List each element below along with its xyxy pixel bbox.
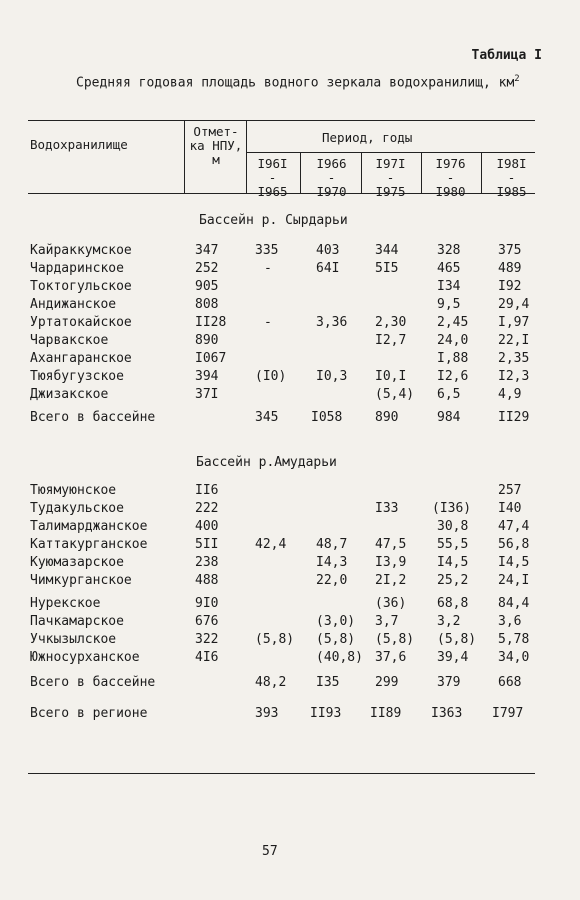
period-line: I97I - (375, 156, 406, 185)
cell-1981: I,97 (498, 315, 530, 330)
cell-name: Нурекское (30, 596, 101, 611)
table-row (0, 596, 580, 614)
cell-1971: 47,5 (375, 537, 407, 552)
cell-1976: 465 (437, 261, 461, 276)
cell-1971: 344 (375, 243, 399, 258)
table-row (0, 519, 580, 537)
table-row (0, 555, 580, 573)
header-reservoir: Водохранилище (30, 137, 128, 152)
cell-1971: 5I5 (375, 261, 399, 276)
cell-npu: 252 (195, 261, 219, 276)
cell-1966: I0,3 (316, 369, 348, 384)
cell-npu: 890 (195, 333, 219, 348)
period-1976-1980 (428, 157, 473, 199)
cell-npu: 808 (195, 297, 219, 312)
table-row (0, 315, 580, 333)
cell-1961: - (264, 315, 272, 330)
period-line: I985 (496, 184, 527, 199)
cell-npu: 676 (195, 614, 219, 629)
cell-1981: 257 (498, 483, 522, 498)
table-title (76, 74, 520, 90)
cell-1976: 25,2 (437, 573, 469, 588)
cell-1966: 64I (316, 261, 340, 276)
cell-name: Южносурханское (30, 650, 140, 665)
header-period: Период, годы (322, 130, 413, 145)
cell-1961: (I0) (255, 369, 287, 384)
period-divider (481, 153, 482, 193)
period-divider (300, 153, 301, 193)
period-line: I976 - (435, 156, 466, 185)
total-row-amudarya (0, 675, 580, 693)
header-npu-line: ка НПУ, (189, 138, 243, 153)
cell-1981: 24,I (498, 573, 530, 588)
cell-npu: II28 (195, 315, 227, 330)
table-row (0, 483, 580, 501)
cell-1981: 489 (498, 261, 522, 276)
cell-npu: 347 (195, 243, 219, 258)
cell-1971: I3,9 (375, 555, 407, 570)
cell-1971: 299 (375, 675, 399, 690)
cell-1966: I4,3 (316, 555, 348, 570)
table-row (0, 261, 580, 279)
cell-1971: I2,7 (375, 333, 407, 348)
cell-1976: 30,8 (437, 519, 469, 534)
cell-1976: I34 (437, 279, 461, 294)
cell-1981: 22,I (498, 333, 530, 348)
cell-1961: 42,4 (255, 537, 287, 552)
cell-name: Уртатокайское (30, 315, 132, 330)
cell-name: Андижанское (30, 297, 117, 312)
cell-1981: 375 (498, 243, 522, 258)
cell-npu: 222 (195, 501, 219, 516)
cell-npu: 488 (195, 573, 219, 588)
cell-1976: 24,0 (437, 333, 469, 348)
cell-name: Чардаринское (30, 261, 124, 276)
cell-npu: 5II (195, 537, 219, 552)
cell-1971: 37,6 (375, 650, 407, 665)
cell-1971: I0,I (375, 369, 407, 384)
table-row (0, 537, 580, 555)
section-title-amudarya: Бассейн р.Амударьи (196, 455, 337, 470)
period-divider (361, 153, 362, 193)
cell-name: Тюямуюнское (30, 483, 117, 498)
cell-1961: 48,2 (255, 675, 287, 690)
cell-1981: 29,4 (498, 297, 530, 312)
cell-name: Кайраккумское (30, 243, 132, 258)
cell-npu: 322 (195, 632, 219, 647)
table-row (0, 351, 580, 369)
cell-1966: 3,36 (316, 315, 348, 330)
cell-1981: I2,3 (498, 369, 530, 384)
table-row (0, 501, 580, 519)
period-line: I965 (257, 184, 288, 199)
cell-npu: 9I0 (195, 596, 219, 611)
cell-name: Чимкурганское (30, 573, 132, 588)
cell-1981: 84,4 (498, 596, 530, 611)
table-title-sup: 2 (514, 74, 520, 84)
cell-name: Куюмазарское (30, 555, 124, 570)
cell-1981: 5,78 (498, 632, 530, 647)
cell-name: Всего в регионе (30, 706, 148, 721)
header-divider (246, 121, 247, 193)
cell-1966: 48,7 (316, 537, 348, 552)
cell-1976: I2,6 (437, 369, 469, 384)
table-row (0, 333, 580, 351)
period-1971-1975 (368, 157, 413, 199)
table-row (0, 632, 580, 650)
period-1961-1965 (250, 157, 295, 199)
period-divider (421, 153, 422, 193)
header-npu-line: м (212, 152, 220, 167)
cell-1976: (I36) (432, 501, 472, 516)
cell-name: Чарвакское (30, 333, 109, 348)
cell-1971: (5,8) (375, 632, 415, 647)
cell-1961: (5,8) (255, 632, 295, 647)
cell-name: Всего в бассейне (30, 675, 156, 690)
cell-name: Токтогульское (30, 279, 132, 294)
table-label: Таблица I (471, 48, 542, 63)
cell-1981: 668 (498, 675, 522, 690)
cell-npu: 905 (195, 279, 219, 294)
header-divider (184, 121, 185, 193)
cell-1976: 68,8 (437, 596, 469, 611)
cell-1966: (40,8) (316, 650, 363, 665)
header-npu (186, 125, 246, 167)
cell-1981: 3,6 (498, 614, 522, 629)
cell-1966: (3,0) (316, 614, 356, 629)
cell-1971: (5,4) (375, 387, 415, 402)
cell-1981: 4,9 (498, 387, 522, 402)
period-line: I975 (375, 184, 406, 199)
cell-1971: 890 (375, 410, 399, 425)
cell-npu: 37I (195, 387, 219, 402)
table-row (0, 614, 580, 632)
cell-1966: 22,0 (316, 573, 348, 588)
page-number: 57 (262, 844, 278, 859)
cell-1961: 345 (255, 410, 279, 425)
cell-1971: I33 (375, 501, 399, 516)
cell-1971: 2,30 (375, 315, 407, 330)
cell-1981: I4,5 (498, 555, 530, 570)
cell-name: Джизакское (30, 387, 109, 402)
cell-npu: 400 (195, 519, 219, 534)
cell-name: Талимарджанское (30, 519, 148, 534)
cell-npu: 238 (195, 555, 219, 570)
cell-name: Пачкамарское (30, 614, 124, 629)
section-title-syrdarya: Бассейн р. Сырдарьи (199, 213, 348, 228)
cell-1981: I797 (492, 706, 524, 721)
cell-npu: I067 (195, 351, 227, 366)
total-row-syrdarya (0, 410, 580, 428)
cell-1971: (36) (375, 596, 407, 611)
cell-1976: 6,5 (437, 387, 461, 402)
cell-name: Ахангаранское (30, 351, 132, 366)
cell-npu: 4I6 (195, 650, 219, 665)
cell-1966: II93 (310, 706, 342, 721)
table-row (0, 573, 580, 591)
cell-name: Тюябугузское (30, 369, 124, 384)
cell-1966: (5,8) (316, 632, 356, 647)
cell-1976: 984 (437, 410, 461, 425)
cell-1981: 34,0 (498, 650, 530, 665)
period-line: I96I - (257, 156, 288, 185)
cell-1981: I92 (498, 279, 522, 294)
header-npu-line: Отмет- (193, 124, 239, 139)
table-row (0, 279, 580, 297)
cell-1976: 379 (437, 675, 461, 690)
table-bottom-rule (28, 773, 535, 774)
grand-total-row (0, 706, 580, 724)
cell-1971: 3,7 (375, 614, 399, 629)
table-row (0, 387, 580, 405)
cell-1976: (5,8) (437, 632, 477, 647)
cell-1981: 56,8 (498, 537, 530, 552)
cell-1976: I363 (431, 706, 463, 721)
cell-1981: 2,35 (498, 351, 530, 366)
cell-name: Тудакульское (30, 501, 124, 516)
period-line: I970 (316, 184, 347, 199)
cell-1971: 2I,2 (375, 573, 407, 588)
period-line: I98I - (496, 156, 527, 185)
cell-1976: I,88 (437, 351, 469, 366)
cell-1961: 393 (255, 706, 279, 721)
cell-1966: I35 (316, 675, 340, 690)
period-rule (246, 152, 535, 153)
cell-1971: II89 (370, 706, 402, 721)
cell-1981: I40 (498, 501, 522, 516)
cell-1976: 55,5 (437, 537, 469, 552)
cell-1976: 39,4 (437, 650, 469, 665)
cell-1976: 3,2 (437, 614, 461, 629)
cell-1976: 2,45 (437, 315, 469, 330)
table-row (0, 297, 580, 315)
period-line: I980 (435, 184, 466, 199)
cell-1981: 47,4 (498, 519, 530, 534)
period-1966-1970 (309, 157, 354, 199)
cell-1976: I4,5 (437, 555, 469, 570)
cell-1966: I058 (311, 410, 343, 425)
header-top-rule (28, 120, 535, 121)
cell-1976: 9,5 (437, 297, 461, 312)
table-row (0, 369, 580, 387)
table-row (0, 650, 580, 668)
cell-name: Каттакурганское (30, 537, 148, 552)
cell-1976: 328 (437, 243, 461, 258)
cell-1961: 335 (255, 243, 279, 258)
table-row (0, 243, 580, 261)
cell-1966: 403 (316, 243, 340, 258)
period-1981-1985 (489, 157, 534, 199)
cell-name: Учкызылское (30, 632, 117, 647)
table-title-text: Средняя годовая площадь водного зеркала водохранилищ, км (76, 75, 515, 91)
cell-1961: - (264, 261, 272, 276)
cell-npu: II6 (195, 483, 219, 498)
period-line: I966 - (316, 156, 347, 185)
cell-1981: II29 (498, 410, 530, 425)
cell-npu: 394 (195, 369, 219, 384)
cell-name: Всего в бассейне (30, 410, 156, 425)
